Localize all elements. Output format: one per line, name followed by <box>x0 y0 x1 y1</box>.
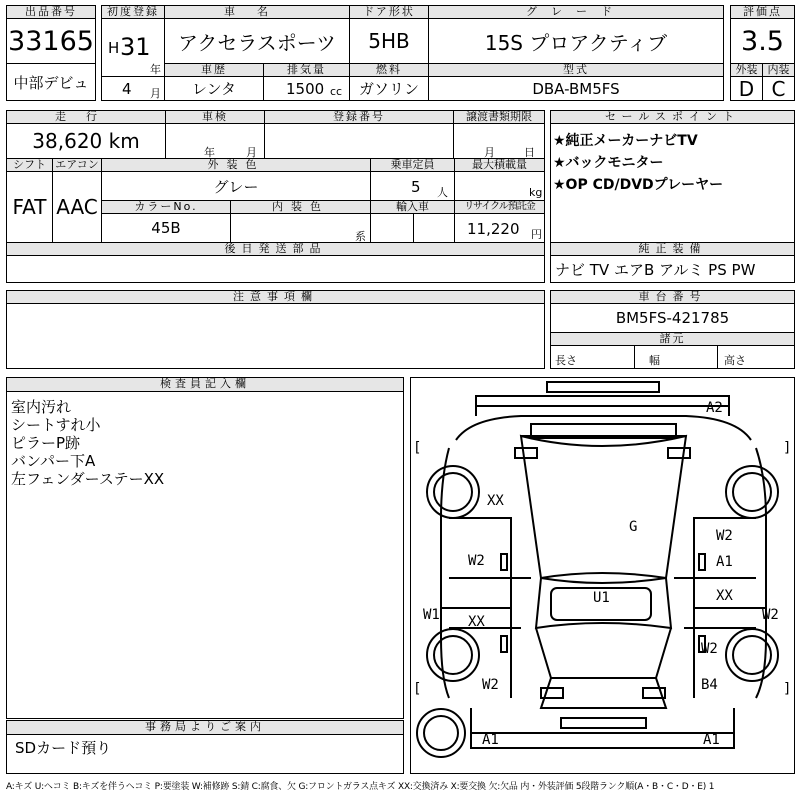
color-label: 外装色 <box>101 158 371 172</box>
import-label: 輸入車 <box>370 200 455 214</box>
score-label: 評価点 <box>730 5 795 19</box>
inspector-line: シートすれ小 <box>11 416 101 434</box>
era: H <box>108 39 120 57</box>
mark-w2-rear-right: W2 <box>762 607 779 623</box>
mark-bracket-r2: ] <box>783 681 792 697</box>
load-unit: kg <box>529 186 543 199</box>
reg-label: 登録番号 <box>264 110 454 124</box>
intcolor-unit: 系 <box>355 230 366 243</box>
sales-item: ★OP CD/DVDプレーヤー <box>553 177 724 193</box>
import-cell <box>370 213 455 243</box>
dim-length-label: 長さ <box>555 354 577 367</box>
first-reg-year-cell <box>101 18 165 77</box>
inspector-label: 検査員記入欄 <box>6 377 404 392</box>
colorno-label: カラーNo. <box>101 200 231 214</box>
legend: A:キズ U:ヘコミ B:キズを伴うヘコミ P:要塗装 W:補修跡 S:錆 C:腐食、欠 G:フロントガラス点キズ XX:交換済み X:要交換 欠:欠品 内・外装評価 5段階ランク順(A・B・C・D・E) 1 <box>6 782 715 792</box>
sales-label: セールスポイント <box>550 110 795 124</box>
inspection-cell <box>165 123 265 159</box>
mark-bracket-l: [ <box>413 440 422 456</box>
int-label: 内装 <box>762 63 795 77</box>
dim-length <box>550 345 635 369</box>
office-label: 事務局よりご案内 <box>6 720 404 735</box>
score: 3.5 <box>730 18 795 64</box>
displacement: 1500 <box>286 80 325 98</box>
grade-label: グレード <box>428 5 724 19</box>
door-type: 5HB <box>349 18 429 64</box>
transfer-label: 譲渡書類期限 <box>453 110 545 124</box>
lot-label: 出品番号 <box>6 5 96 19</box>
equipment: ナビ TV エアB アルミ PS PW <box>550 255 795 283</box>
first-reg-month: 4 <box>122 80 132 98</box>
damage-diagram <box>410 377 795 774</box>
later-parts <box>6 255 545 283</box>
ext-label: 外装 <box>730 63 763 77</box>
transfer-cell <box>453 123 545 159</box>
mark-b4: B4 <box>701 677 718 693</box>
dims-label: 諸元 <box>550 332 795 346</box>
fuel: ガソリン <box>349 76 429 101</box>
mileage-label: 走行 <box>6 110 166 124</box>
recycle-fee: 11,220 <box>467 220 520 238</box>
inspector-notes <box>6 391 404 719</box>
insp-year-unit: 年 <box>204 146 215 159</box>
cap-cell <box>370 171 455 201</box>
capacity: 5 <box>411 178 421 196</box>
sales-points <box>550 123 795 243</box>
shift: FAT <box>6 171 53 243</box>
notes <box>6 303 545 369</box>
mileage: 38,620 km <box>6 123 166 159</box>
model-label: 型式 <box>428 63 724 77</box>
sales-item: ★純正メーカーナビTV <box>553 133 698 149</box>
sales-item: ★バックモニター <box>553 155 664 171</box>
displacement-cell <box>263 76 350 101</box>
mark-u1: U1 <box>593 590 610 606</box>
history: レンタ <box>164 76 264 101</box>
inspector-line: 室内汚れ <box>11 398 72 416</box>
int-grade: C <box>762 76 795 101</box>
mark-bracket-l2: [ <box>413 681 422 697</box>
chassis-number: BM5FS-421785 <box>550 303 795 333</box>
car-name-label: 車名 <box>164 5 350 19</box>
ac: AAC <box>52 171 102 243</box>
notes-label: 注意事項欄 <box>6 290 545 304</box>
reg-number <box>264 123 454 159</box>
inspection-label: 車検 <box>165 110 265 124</box>
model-code: DBA-BM5FS <box>428 76 724 101</box>
insp-month-unit: 月 <box>246 146 257 159</box>
mark-a1-bottom-left: A1 <box>482 732 499 748</box>
car-name: アクセラスポーツ <box>164 18 350 64</box>
load-label: 最大積載量 <box>454 158 545 172</box>
year-unit: 年 <box>150 63 161 76</box>
fuel-label: 燃料 <box>349 63 429 77</box>
mark-a1-right: A1 <box>716 554 733 570</box>
mark-w2-right1: W2 <box>716 528 733 544</box>
cap-label: 乗車定員 <box>370 158 455 172</box>
tr-day-unit: 日 <box>524 146 535 159</box>
tr-month-unit: 月 <box>484 146 495 159</box>
dim-width <box>634 345 718 369</box>
mark-a1-bottom-right: A1 <box>703 732 720 748</box>
car-outline <box>411 378 794 773</box>
ac-label: エアコン <box>52 158 102 172</box>
venue: 中部デビュ <box>6 63 96 101</box>
shift-label: シフト <box>6 158 53 172</box>
history-label: 車歴 <box>164 63 264 77</box>
recycle-cell <box>454 213 545 243</box>
door-label: ドア形状 <box>349 5 429 19</box>
intcolor-cell <box>230 213 371 243</box>
displacement-label: 排気量 <box>263 63 350 77</box>
first-reg-label: 初度登録 <box>101 5 165 19</box>
mark-xx-left2: XX <box>468 614 485 630</box>
grade: 15S プロアクティブ <box>428 18 724 64</box>
mark-xx-left: XX <box>487 493 504 509</box>
import-divider <box>413 214 414 243</box>
cap-unit: 人 <box>437 186 448 199</box>
chassis-label: 車台番号 <box>550 290 795 304</box>
inspector-line: ピラーP跡 <box>11 434 81 452</box>
mark-w2-left2: W2 <box>482 677 499 693</box>
inspector-line: バンパー下A <box>11 452 96 470</box>
later-parts-label: 後日発送部品 <box>6 242 545 256</box>
dim-height <box>717 345 795 369</box>
load-cell <box>454 171 545 201</box>
mark-bracket-r: ] <box>783 440 792 456</box>
month-unit: 月 <box>150 87 161 100</box>
mark-w2-left1: W2 <box>468 553 485 569</box>
dim-height-label: 高さ <box>724 354 746 367</box>
mark-a2: A2 <box>706 400 723 416</box>
mark-w1-left: W1 <box>423 607 440 623</box>
office-notice: SDカード預り <box>6 734 404 774</box>
exterior-color: グレー <box>101 171 371 201</box>
ext-grade: D <box>730 76 763 101</box>
recycle-label: リサイクル預託金 <box>454 200 545 214</box>
inspector-line: 左フェンダーステーXX <box>11 470 165 488</box>
dim-width-label: 幅 <box>649 354 660 367</box>
mark-w2-right2: W2 <box>701 641 718 657</box>
recycle-unit: 円 <box>531 228 542 241</box>
mark-xx-right: XX <box>716 588 733 604</box>
cc-unit: cc <box>330 85 343 98</box>
intcolor-label: 内装色 <box>230 200 371 214</box>
mark-g: G <box>629 519 638 535</box>
color-number: 45B <box>101 213 231 243</box>
first-reg-year: 31 <box>120 33 151 61</box>
first-reg-month-cell <box>101 76 165 101</box>
lot-number: 33165 <box>6 18 96 64</box>
equip-label: 純正装備 <box>550 242 795 256</box>
